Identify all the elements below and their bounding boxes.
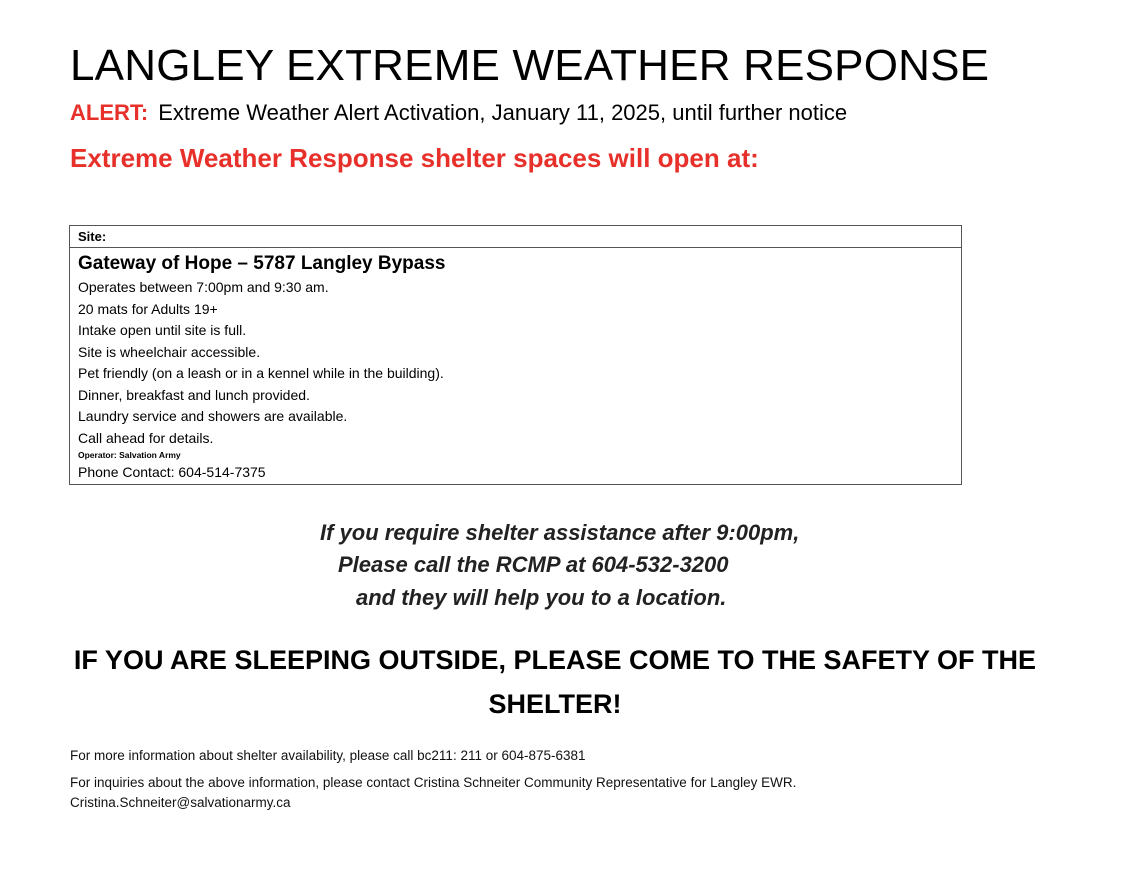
shelter-subheading: Extreme Weather Response shelter spaces will open at: [70, 143, 759, 173]
site-detail-call-ahead: Call ahead for details. [78, 429, 214, 446]
site-phone: Phone Contact: 604-514-7375 [78, 464, 266, 480]
site-body [70, 248, 961, 483]
callout-line-1: IF YOU ARE SLEEPING OUTSIDE, PLEASE COME TO THE SAFETY OF THE [73, 645, 1037, 675]
site-detail-pets: Pet friendly (on a leash or in a kennel while in the building). [78, 365, 444, 381]
site-detail-meals: Dinner, breakfast and lunch provided. [78, 386, 310, 403]
site-table [69, 225, 962, 485]
footer-inquiries: For inquiries about the above information, please contact Cristina Schneiter Community Representative for Langley EWR. [70, 775, 797, 790]
site-operator: Operator: Salvation Army [78, 450, 181, 460]
site-detail-hours: Operates between 7:00pm and 9:30 am. [78, 279, 329, 295]
alert-line [70, 99, 847, 127]
assistance-line-1: If you require shelter assistance after 9:00pm, [320, 520, 800, 545]
site-detail-accessibility: Site is wheelchair accessible. [78, 343, 261, 360]
footer-info: For more information about shelter availability, please call bc211: 211 or 604-875-6381 [70, 748, 586, 763]
site-detail-laundry: Laundry service and showers are available. [78, 408, 348, 424]
assistance-line-2: Please call the RCMP at 604-532-3200 [338, 552, 729, 577]
footer-email-link[interactable]: Cristina.Schneiter@salvationarmy.ca [70, 795, 291, 810]
site-detail-mats: 20 mats for Adults 19+ [78, 300, 218, 317]
assistance-line-3: and they will help you to a location. [356, 585, 727, 610]
site-header: Site: [70, 226, 961, 248]
alert-label: ALERT: [70, 100, 149, 125]
site-detail-intake: Intake open until site is full. [78, 322, 247, 338]
alert-text: Extreme Weather Alert Activation, January 11, 2025, until further notice [158, 100, 848, 125]
callout-line-2: SHELTER! [488, 689, 622, 719]
site-name: Gateway of Hope – 5787 Langley Bypass [78, 253, 446, 274]
page-title: LANGLEY EXTREME WEATHER RESPONSE [70, 41, 990, 90]
